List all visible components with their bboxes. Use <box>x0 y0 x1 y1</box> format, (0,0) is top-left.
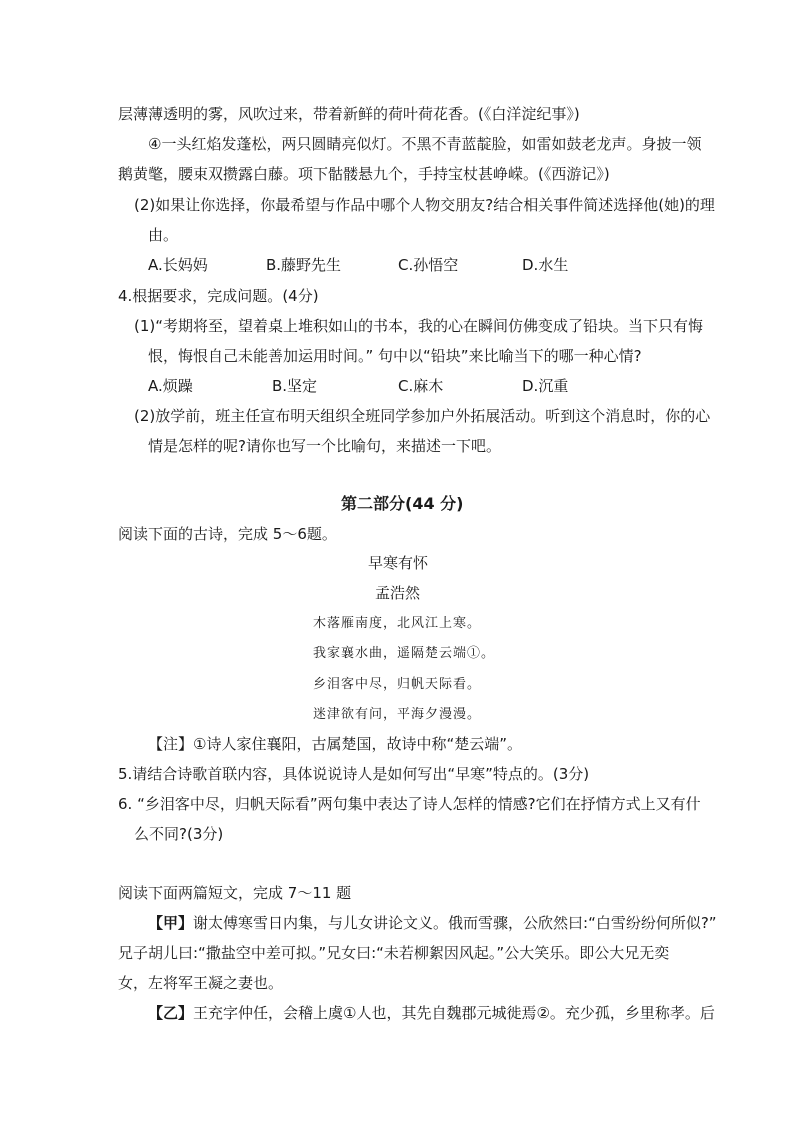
passage-yi-line <box>148 1003 715 1023</box>
poem-title: 早寒有怀 <box>368 554 429 572</box>
passage-text: 王充字仲任，会稽上虞①人也，其先自魏郡元城徙焉②。充少孤，乡里称孝。后 <box>193 1004 715 1022</box>
option-a: A.烦躁 <box>148 377 193 395</box>
poem-author: 孟浩然 <box>375 584 421 602</box>
option-b: B.藤野先生 <box>266 256 342 274</box>
text-line: 层薄薄透明的雾，风吹过来，带着新鲜的荷叶荷花香。(《白洋淀纪事》) <box>118 105 580 123</box>
passage-jia-line <box>148 913 717 933</box>
question-title: 4.根据要求，完成问题。(4分) <box>118 287 319 305</box>
section-heading: 第二部分(44 分) <box>341 494 464 513</box>
option-c: C.孙悟空 <box>398 256 459 274</box>
question-line: (1)“考期将至，望着桌上堆积如山的书本，我的心在瞬间仿佛变成了铅块。当下只有悔 <box>134 317 704 335</box>
option-b: B.坚定 <box>272 377 318 395</box>
reading-intro: 阅读下面的古诗，完成 5～6题。 <box>118 525 337 543</box>
question-line: 5.请结合诗歌首联内容，具体说说诗人是如何写出“早寒”特点的。(3分) <box>118 765 590 783</box>
poem-line: 我家襄水曲，遥隔楚云端①。 <box>313 646 496 661</box>
poem-line: 乡泪客中尽，归帆天际看。 <box>313 677 482 692</box>
question-line: 6. “乡泪客中尽，归帆天际看”两句集中表达了诗人怎样的情感?它们在抒情方式上又有什 <box>118 795 701 813</box>
poem-note: 【注】①诗人家住襄阳，古属楚国，故诗中称“楚云端”。 <box>148 735 522 753</box>
question-line: 恨，悔恨自己未能善加运用时间。” 句中以“铅块”来比喻当下的哪一种心情? <box>148 347 642 365</box>
question-line: 由。 <box>148 226 179 244</box>
reading-intro: 阅读下面两篇短文，完成 7～11 题 <box>118 884 352 902</box>
poem-line: 木落雁南度，北风江上寒。 <box>313 616 482 631</box>
poem-line: 迷津欲有问，平海夕漫漫。 <box>313 707 482 722</box>
text-line: 鹅黄氅，腰束双攒露白藤。项下骷髅悬九个，手持宝杖甚峥嵘。(《西游记》) <box>118 165 610 183</box>
option-d: D.水生 <box>522 256 569 274</box>
question-line: (2)放学前，班主任宣布明天组织全班同学参加户外拓展活动。听到这个消息时，你的心 <box>134 407 711 425</box>
passage-label: 【乙】 <box>148 1004 194 1022</box>
option-c: C.麻木 <box>398 377 444 395</box>
text-line: ④一头红焰发蓬松，两只圆睛亮似灯。不黑不青蓝靛脸，如雷如鼓老龙声。身披一领 <box>148 135 702 153</box>
passage-jia-line: 女，左将军王凝之妻也。 <box>118 974 284 992</box>
option-a: A.长妈妈 <box>148 256 208 274</box>
question-line: 么不同?(3分) <box>134 825 224 843</box>
question-line: 情是怎样的呢?请你也写一个比喻句，来描述一下吧。 <box>148 437 501 455</box>
passage-label: 【甲】 <box>148 914 194 932</box>
question-line: (2)如果让你选择，你最希望与作品中哪个人物交朋友?结合相关事件简述选择他(她)的理 <box>134 196 715 214</box>
option-d: D.沉重 <box>522 377 569 395</box>
passage-text: 谢太傅寒雪日内集，与儿女讲论文义。俄而雪骤，公欣然曰:“白雪纷纷何所似?” <box>193 914 717 932</box>
passage-jia-line: 兄子胡儿曰:“撒盐空中差可拟。”兄女曰:“未若柳絮因风起。”公大笑乐。即公大兄无奕 <box>118 944 670 962</box>
